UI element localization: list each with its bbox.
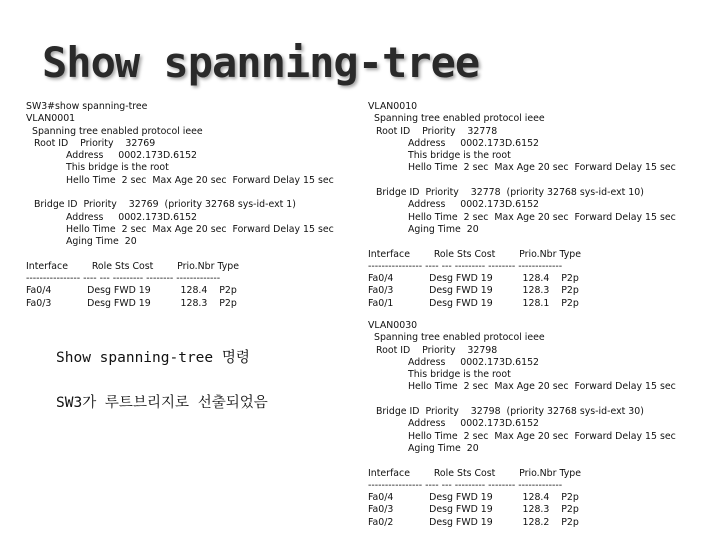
cli-line: Fa0/4 Desg FWD 19 128.4 P2p — [368, 492, 579, 504]
cli-line: Interface Role Sts Cost Prio.Nbr Type — [26, 260, 239, 272]
cli-line: Bridge ID Priority 32769 (priority 32768 sys-id-ext 1) — [34, 199, 296, 211]
cli-line: Address 0002.173D.6152 — [66, 150, 198, 162]
note-root-bridge: SW3가 루트브리지로 선출되었음 — [56, 395, 268, 411]
cli-output-vlan0030 — [368, 320, 676, 529]
cli-line: Fa0/3 Desg FWD 19 128.3 P2p — [26, 297, 237, 309]
cli-line: ---------------- ---- --- --------- -------- ------------- — [368, 479, 563, 491]
cli-line: Spanning tree enabled protocol ieee — [374, 113, 545, 125]
cli-line: Hello Time 2 sec Max Age 20 sec Forward Delay 15 sec — [408, 381, 676, 393]
cli-line: Interface Role Sts Cost Prio.Nbr Type — [368, 248, 581, 260]
cli-line: Fa0/4 Desg FWD 19 128.4 P2p — [368, 273, 579, 285]
cli-line: Interface Role Sts Cost Prio.Nbr Type — [368, 467, 581, 479]
cli-line: Hello Time 2 sec Max Age 20 sec Forward Delay 15 sec — [408, 430, 676, 442]
cli-line: Hello Time 2 sec Max Age 20 sec Forward Delay 15 sec — [66, 223, 334, 235]
cli-output-vlan0010 — [368, 101, 676, 310]
cli-line: VLAN0010 — [368, 101, 418, 112]
cli-line: Root ID Priority 32769 — [34, 137, 156, 149]
cli-line: Fa0/3 Desg FWD 19 128.3 P2p — [368, 285, 579, 297]
cli-line: Bridge ID Priority 32778 (priority 32768 sys-id-ext 10) — [376, 187, 644, 199]
cli-line: This bridge is the root — [66, 162, 169, 174]
cli-line: Address 0002.173D.6152 — [408, 137, 540, 149]
cli-line: Fa0/2 Desg FWD 19 128.2 P2p — [368, 516, 579, 528]
cli-line: Address 0002.173D.6152 — [408, 199, 540, 211]
note-command: Show spanning-tree 명령 — [56, 350, 250, 366]
cli-output-vlan0001 — [26, 101, 334, 310]
cli-line: Aging Time 20 — [408, 223, 479, 235]
cli-line: Bridge ID Priority 32798 (priority 32768 sys-id-ext 30) — [376, 406, 644, 418]
cli-line: Address 0002.173D.6152 — [408, 418, 540, 430]
cli-line: VLAN0030 — [368, 320, 418, 331]
cli-line: Aging Time 20 — [66, 236, 137, 248]
cli-line: This bridge is the root — [408, 369, 511, 381]
cli-line: ---------------- ---- --- --------- -------- ------------- — [26, 273, 221, 285]
cli-line: Spanning tree enabled protocol ieee — [374, 332, 545, 344]
cli-line: Fa0/4 Desg FWD 19 128.4 P2p — [26, 285, 237, 297]
cli-line: Fa0/1 Desg FWD 19 128.1 P2p — [368, 297, 579, 309]
cli-line: Fa0/3 Desg FWD 19 128.3 P2p — [368, 504, 579, 516]
cli-line: Hello Time 2 sec Max Age 20 sec Forward Delay 15 sec — [408, 162, 676, 174]
cli-line: VLAN0001 — [26, 113, 76, 125]
cli-line: ---------------- ---- --- --------- -------- ------------- — [368, 260, 563, 272]
slide-title: Show spanning-tree — [42, 38, 480, 87]
cli-line: Hello Time 2 sec Max Age 20 sec Forward Delay 15 sec — [408, 211, 676, 223]
cli-line: Hello Time 2 sec Max Age 20 sec Forward Delay 15 sec — [66, 174, 334, 186]
cli-line: Address 0002.173D.6152 — [66, 211, 198, 223]
cli-line: SW3#show spanning-tree — [26, 101, 148, 112]
cli-line: Aging Time 20 — [408, 442, 479, 454]
cli-line: Root ID Priority 32778 — [376, 125, 498, 137]
cli-line: Address 0002.173D.6152 — [408, 356, 540, 368]
cli-line: Root ID Priority 32798 — [376, 344, 498, 356]
cli-line: Spanning tree enabled protocol ieee — [32, 125, 203, 137]
cli-line: This bridge is the root — [408, 150, 511, 162]
